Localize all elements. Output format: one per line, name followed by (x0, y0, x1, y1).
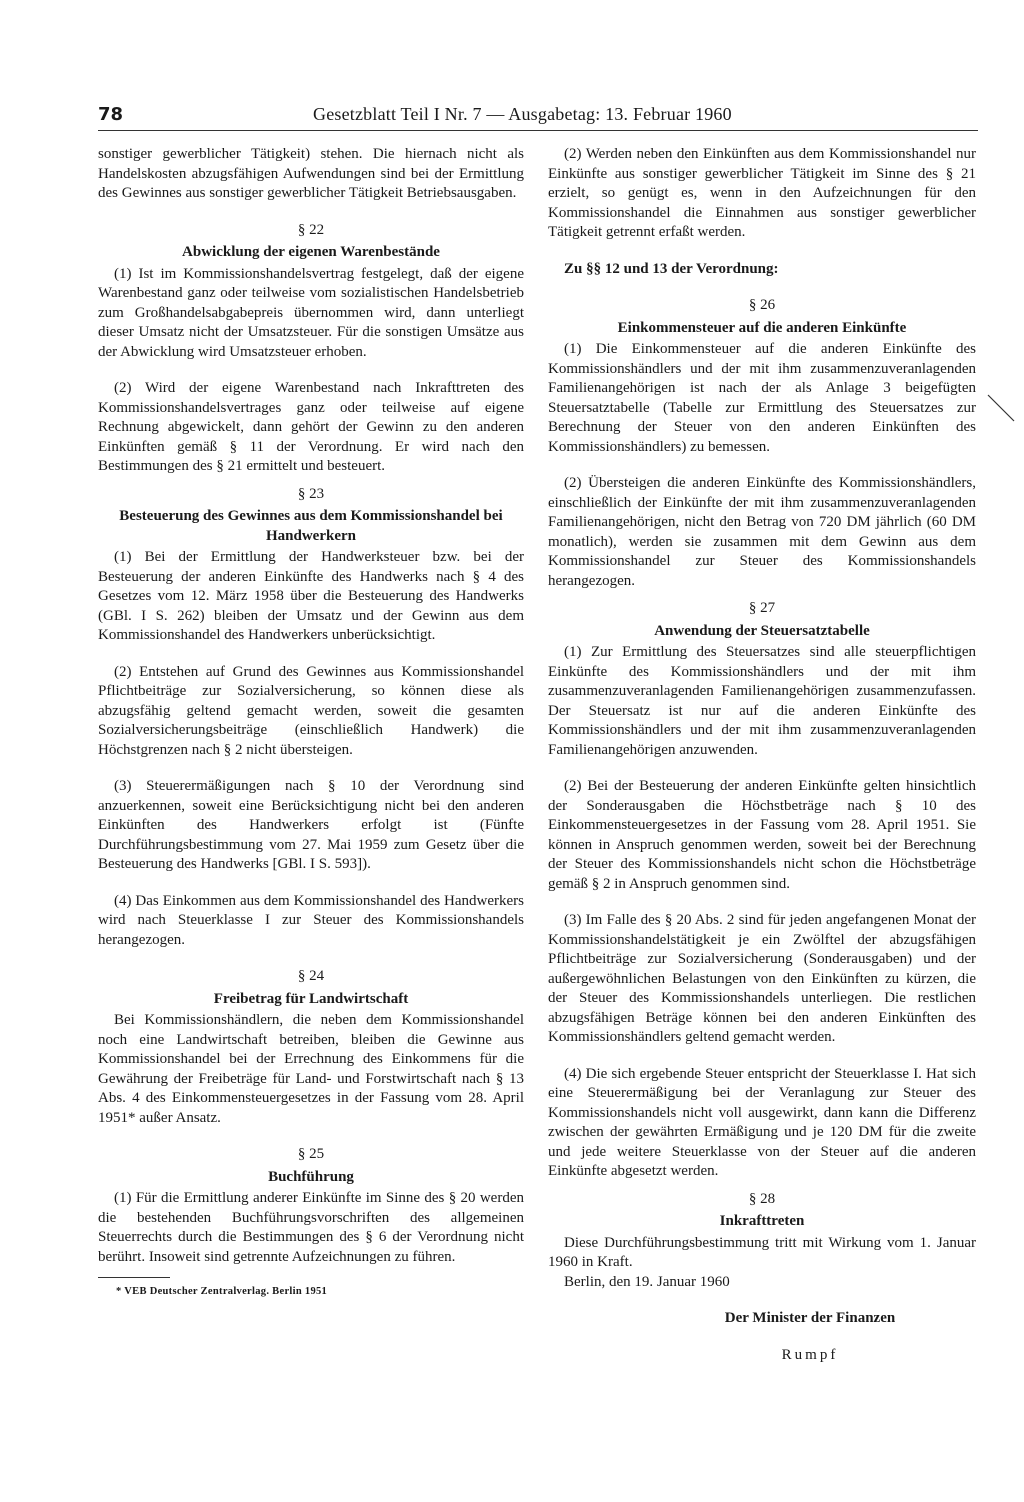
section-23-paragraph-1: (1) Bei der Ermittlung der Handwerksteuer bzw. bei der Besteuerung der anderen Einkünfte des Handwerks nach § 4 des Gesetzes vom 12. März 1958 über die Besteuerung des Handwerks (GBl. I S. 262) bleiben der Umsatz und der Gewinn aus dem Kommissionshandel des Handwerkers unberücksichtigt. (98, 549, 524, 643)
section-23-paragraph-4: (4) Das Einkommen aus dem Kommissionshandel des Handwerkers wird nach Steuerklasse I zur Steuer des Kommissionshandels herangezogen. (98, 892, 524, 948)
section-24-number: § 24 (297, 968, 325, 984)
section-27-paragraph-2: (2) Bei der Besteuerung der anderen Einkünfte gelten hinsichtlich der Sonderausgaben die Höchstbeträge nach § 10 des Einkommensteuergesetzes in der Fassung vom 28. April 1951. Sie können in Anspruch genommen werden, soweit bei der Berechnung der Steuer des Kommissionshandels nicht schon die Höchstbeträge gemäß § 2 in Anspruch genommen sind. (548, 778, 976, 892)
footnote: * VEB Deutscher Zentralverlag. Berlin 1951 (116, 1286, 328, 1297)
footnote-rule (98, 1277, 170, 1278)
section-25-paragraph-2: (2) Werden neben den Einkünften aus dem Kommissionshandel nur Einkünfte aus sonstiger gewerblicher Tätigkeit im Sinne des § 21 erzielt, so genügt es, wenn in den Aufzeichnungen für den Kommissionshandel die Einnahmen aus sonstiger gewerblicher Tätigkeit getrennt erfaßt werden. (548, 146, 976, 240)
section-26-title: Einkommensteuer auf die anderen Einkünfte (617, 319, 907, 336)
right-column (548, 145, 976, 1382)
signer-role: Der Minister der Finanzen (724, 1310, 896, 1326)
section-22-title: Abwicklung der eigenen Warenbestände (182, 244, 440, 260)
running-title: Gesetzblatt Teil I Nr. 7 — Ausgabetag: 13. Februar 1960 (313, 104, 732, 124)
section-28-number: § 28 (748, 1190, 776, 1207)
section-22-number: § 22 (297, 221, 325, 238)
section-23-title: Besteuerung des Gewinnes aus dem Kommissionshandel bei Handwerkern (119, 508, 503, 544)
section-27-title: Anwendung der Steuersatztabelle (654, 622, 870, 639)
section-25-paragraph-1: (1) Für die Ermittlung anderer Einkünfte im Sinne des § 20 werden die bestehenden Buchführungsvorschriften des allgemeinen Steuerrechts durch die Bestimmungen des § 6 der Verordnung nicht berührt. Insoweit sind getrennte Aufzeichnungen zu führen. (98, 1190, 524, 1265)
section-27-number: § 27 (748, 600, 776, 616)
section-23-paragraph-3: (3) Steuerermäßigungen nach § 10 der Verordnung sind anzuerkennen, soweit eine Berücksichtigung nicht bei den anderen Einkünften des Handwerkers erfolgt ist (Fünfte Durchführungsbestimmung vom 27. Mai 1959 zum Gesetz über die Besteuerung des Handwerks [GBl. I S. 593]). (98, 778, 524, 872)
page-number: 78 (98, 104, 124, 125)
section-25-number: § 25 (297, 1146, 325, 1162)
section-22-paragraph-2: (2) Wird der eigene Warenbestand nach Inkrafttreten des Kommissionshandelsvertrages ganz oder teilweise auf eigene Rechnung abgewickelt, dann gehört der Gewinn zu den anderen Einkünften gemäß § 11 der Verordnung. Er wird nach den Bestimmungen des § 21 ermittelt und besteuert. (98, 380, 524, 474)
margin-stroke-mark (986, 393, 1016, 423)
section-22-paragraph-1: (1) Ist im Kommissionshandelsvertrag festgelegt, daß der eigene Warenbestand ganz oder teilweise vom sozialistischen Handelsbetrieb zum Großhandelsabgabepreis übernommen wird, dann unterliegt dieser Umsatz nicht der Umsatzsteuer. Für die sonstigen Umsätze aus der Abwicklung wird Umsatzsteuer erhoben. (98, 265, 524, 360)
section-24-title: Freibetrag für Landwirtschaft (213, 990, 409, 1007)
section-23-number: § 23 (297, 485, 325, 502)
section-26-paragraph-2: (2) Übersteigen die anderen Einkünfte des Kommissionshändlers, einschließlich der Einkünfte der mit ihm zusammenzuveranlagenden Familienangehörigen, nicht den Betrag von 720 DM jährlich (60 DM monatlich), werden sie zusammen mit dem Gewinn aus dem Kommissionshandel zur Steuer des Kommissionshandels herangezogen. (548, 475, 976, 589)
section-27-paragraph-1: (1) Zur Ermittlung des Steuersatzes sind alle steuerpflichtigen Einkünfte des Kommissionshändlers und der mit ihm zusammenzuveranlagenden Familienangehörigen zusammenzufassen. Der Steuersatz ist nur auf die anderen Einkünfte des Kommissionshändlers und der mit ihm zusammenzuveranlagenden Familienangehörigen anzuwenden. (548, 644, 976, 758)
page-header (98, 102, 978, 131)
section-28-title: Inkrafttreten (719, 1213, 805, 1229)
section-28-paragraph-1: Diese Durchführungsbestimmung tritt mit Wirkung vom 1. Januar 1960 in Kraft. (548, 1234, 976, 1270)
regulation-reference-heading: Zu §§ 12 und 13 der Verordnung: (564, 260, 779, 277)
signer-name: Rumpf (781, 1346, 839, 1363)
section-26-paragraph-1: (1) Die Einkommensteuer auf die anderen Einkünfte des Kommissionshändlers und der mit ihm zusammenzuveranlagenden Familienangehörigen ist nach der als Anlage 3 beigefügten Steuersatztabelle (Tabelle zur Ermittlung des Steuersatzes zur Berechnung der Steuer von den anderen Einkünften des Kommissionshändlers) zu bemessen. (548, 341, 976, 455)
left-column (98, 145, 524, 1302)
paragraph-continuation: sonstiger gewerblicher Tätigkeit) stehen. Die hiernach nicht als Handelskosten abzugsfähigen Aufwendungen sind bei der Ermittlung des Gewinnes aus sonstiger gewerblicher Tätigkeit Betriebsausgaben. (98, 146, 524, 201)
section-26-number: § 26 (748, 297, 776, 313)
section-27-paragraph-4: (4) Die sich ergebende Steuer entspricht der Steuerklasse I. Hat sich eine Steuerermäßigung bei der Veranlagung zur Steuer des Kommissionshandels nicht voll ausgewirkt, dann kann die Differenz zwischen der gewährten Ermäßigung und je 120 DM für die zweite und jede weitere Steuerklasse von der Steuer auf die anderen Einkünfte abgesetzt werden. (548, 1065, 976, 1179)
section-24-paragraph-1: Bei Kommissionshändlern, die neben dem Kommissionshandel noch eine Landwirtschaft betreiben, bleiben die Gewinne aus Kommissionshandel bei der Errechnung des Einkommens für die Gewährung der Freibeträge für Land- und Forstwirtschaft nach § 13 Abs. 4 des Einkommensteuergesetzes in der Fassung vom 28. April 1951* außer Ansatz. (98, 1012, 524, 1126)
place-and-date: Berlin, den 19. Januar 1960 (564, 1273, 730, 1290)
section-27-paragraph-3: (3) Im Falle des § 20 Abs. 2 sind für jeden angefangenen Monat der Kommissionshandelstätigkeit je ein Zwölftel der abzugsfähigen Pflichtbeiträge zur Sozialversicherung (Sonderausgaben) und der außergewöhnlichen Belastungen von den Einkünften zu kürzen, die der Steuer des Kommissionshandels unterliegen. Die restlichen abzugsfähigen Beträge können bei den anderen Einkünften des Kommissionshändlers geltend gemacht werden. (548, 912, 976, 1045)
section-25-title: Buchführung (268, 1168, 354, 1185)
section-23-paragraph-2: (2) Entstehen auf Grund des Gewinnes aus Kommissionshandel Pflichtbeiträge zur Sozialversicherung, so können diese als abzugsfähig geltend gemacht werden, soweit die gesamten Sozialversicherungsbeiträge (einschließlich Handwerk) die Höchstgrenzen nach § 2 nicht übersteigen. (98, 663, 524, 758)
